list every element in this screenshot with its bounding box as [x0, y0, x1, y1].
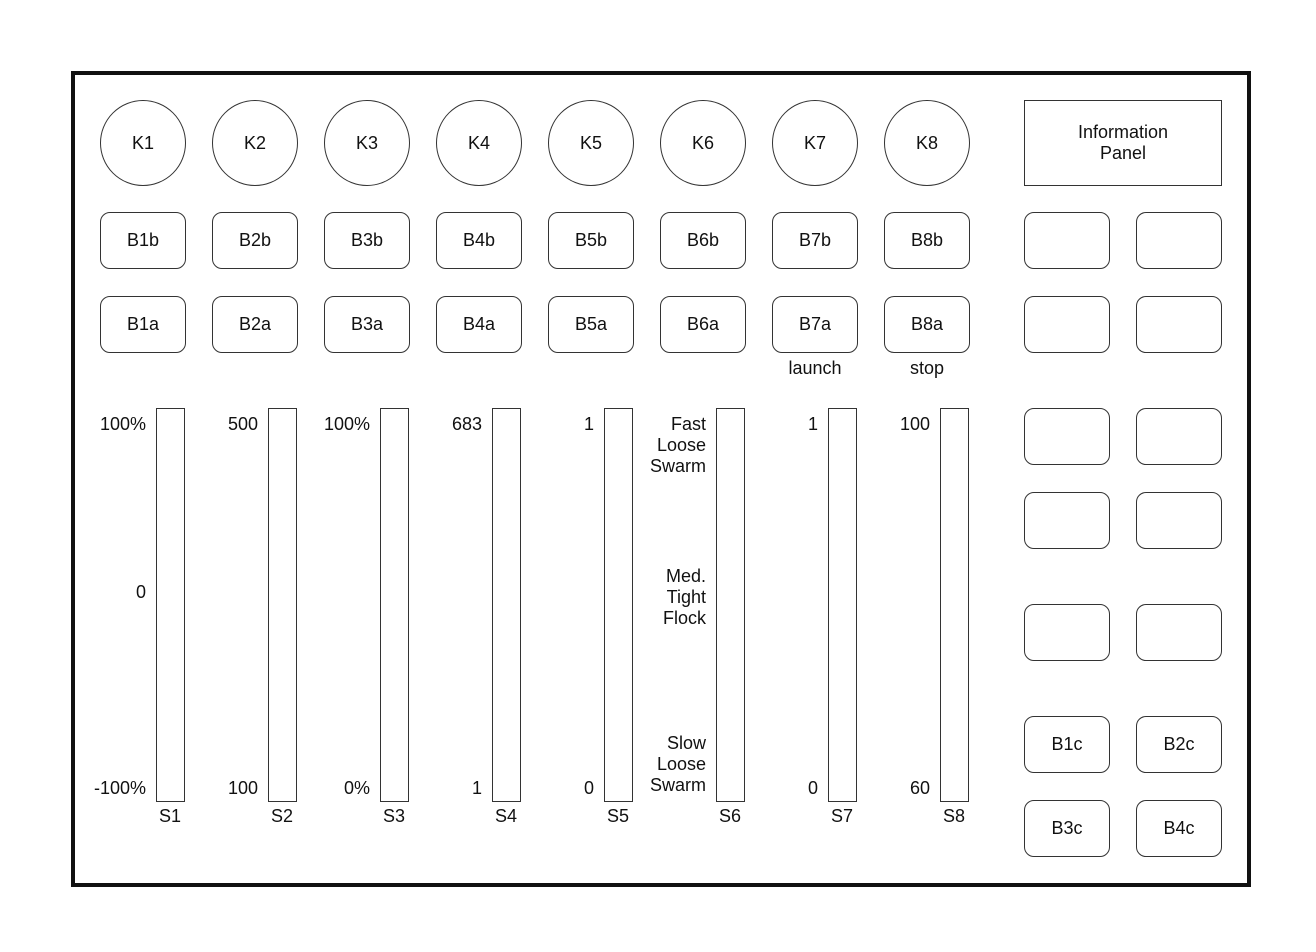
knob-k5[interactable]: K5	[548, 100, 634, 186]
knob-k6[interactable]: K6	[660, 100, 746, 186]
slider-s6-top-line: Swarm	[649, 456, 706, 476]
knob-k8[interactable]: K8	[884, 100, 970, 186]
slider-s8-name: S8	[942, 806, 966, 826]
slider-s4[interactable]	[492, 408, 521, 802]
information-panel	[1024, 100, 1222, 186]
button-b7a-caption: launch	[788, 358, 842, 378]
button-b5a[interactable]: B5a	[548, 296, 634, 353]
button-b8a-caption: stop	[909, 358, 945, 378]
button-b6b[interactable]: B6b	[660, 212, 746, 269]
button-b2c[interactable]: B2c	[1136, 716, 1222, 773]
slider-s5-min-label: 0	[583, 778, 594, 798]
slider-s6-mid-line: Flock	[662, 608, 706, 628]
slider-s6[interactable]	[716, 408, 745, 802]
button-b8a[interactable]: B8a	[884, 296, 970, 353]
slider-s3[interactable]	[380, 408, 409, 802]
slider-s1-mid-label: 0	[135, 582, 146, 602]
slider-s6-top-line: Fast	[670, 414, 706, 434]
information-panel-line1: Information	[1077, 122, 1169, 142]
right-button-r5-left[interactable]	[1024, 604, 1110, 661]
knob-k1[interactable]: K1	[100, 100, 186, 186]
slider-s6-bottom-line: Slow	[666, 733, 706, 753]
slider-s7-max-label: 1	[807, 414, 818, 434]
slider-s1-max-label: 100%	[99, 414, 146, 434]
right-button-r2-right[interactable]	[1136, 296, 1222, 353]
information-panel-line2: Panel	[1099, 143, 1147, 163]
slider-s1-min-label: -100%	[93, 778, 146, 798]
slider-s6-top-line: Loose	[656, 435, 706, 455]
slider-s1-name: S1	[158, 806, 182, 826]
slider-s5-max-label: 1	[583, 414, 594, 434]
button-b4a[interactable]: B4a	[436, 296, 522, 353]
right-button-r2-left[interactable]	[1024, 296, 1110, 353]
slider-s6-mid-line: Med.	[665, 566, 706, 586]
button-b2b[interactable]: B2b	[212, 212, 298, 269]
slider-s8-max-label: 100	[899, 414, 930, 434]
knob-k3[interactable]: K3	[324, 100, 410, 186]
right-button-r4-right[interactable]	[1136, 492, 1222, 549]
slider-s6-mid-line: Tight	[666, 587, 706, 607]
slider-s3-min-label: 0%	[343, 778, 370, 798]
button-b1a[interactable]: B1a	[100, 296, 186, 353]
slider-s2-name: S2	[270, 806, 294, 826]
slider-s7-name: S7	[830, 806, 854, 826]
right-button-r1-left[interactable]	[1024, 212, 1110, 269]
slider-s2[interactable]	[268, 408, 297, 802]
slider-s6-mid-label	[616, 566, 706, 629]
button-b7a[interactable]: B7a	[772, 296, 858, 353]
slider-s8-min-label: 60	[909, 778, 930, 798]
button-b4b[interactable]: B4b	[436, 212, 522, 269]
button-b6a[interactable]: B6a	[660, 296, 746, 353]
knob-k7[interactable]: K7	[772, 100, 858, 186]
slider-s3-max-label: 100%	[323, 414, 370, 434]
slider-s2-max-label: 500	[227, 414, 258, 434]
slider-s6-bottom-label	[616, 733, 706, 796]
right-button-r1-right[interactable]	[1136, 212, 1222, 269]
right-button-r3-left[interactable]	[1024, 408, 1110, 465]
slider-s6-top-label	[616, 414, 706, 477]
button-b1b[interactable]: B1b	[100, 212, 186, 269]
slider-s4-min-label: 1	[471, 778, 482, 798]
slider-s8[interactable]	[940, 408, 969, 802]
slider-s2-min-label: 100	[227, 778, 258, 798]
button-b1c[interactable]: B1c	[1024, 716, 1110, 773]
slider-s6-bottom-line: Loose	[656, 754, 706, 774]
slider-s7[interactable]	[828, 408, 857, 802]
slider-s4-max-label: 683	[451, 414, 482, 434]
button-b7b[interactable]: B7b	[772, 212, 858, 269]
knob-k4[interactable]: K4	[436, 100, 522, 186]
slider-s5-name: S5	[606, 806, 630, 826]
slider-s6-bottom-line: Swarm	[649, 775, 706, 795]
button-b3c[interactable]: B3c	[1024, 800, 1110, 857]
right-button-r3-right[interactable]	[1136, 408, 1222, 465]
slider-s7-min-label: 0	[807, 778, 818, 798]
right-button-r5-right[interactable]	[1136, 604, 1222, 661]
button-b8b[interactable]: B8b	[884, 212, 970, 269]
button-b4c[interactable]: B4c	[1136, 800, 1222, 857]
button-b2a[interactable]: B2a	[212, 296, 298, 353]
button-b3a[interactable]: B3a	[324, 296, 410, 353]
slider-s1[interactable]	[156, 408, 185, 802]
button-b3b[interactable]: B3b	[324, 212, 410, 269]
knob-k2[interactable]: K2	[212, 100, 298, 186]
button-b5b[interactable]: B5b	[548, 212, 634, 269]
slider-s6-name: S6	[718, 806, 742, 826]
right-button-r4-left[interactable]	[1024, 492, 1110, 549]
slider-s3-name: S3	[382, 806, 406, 826]
slider-s4-name: S4	[494, 806, 518, 826]
